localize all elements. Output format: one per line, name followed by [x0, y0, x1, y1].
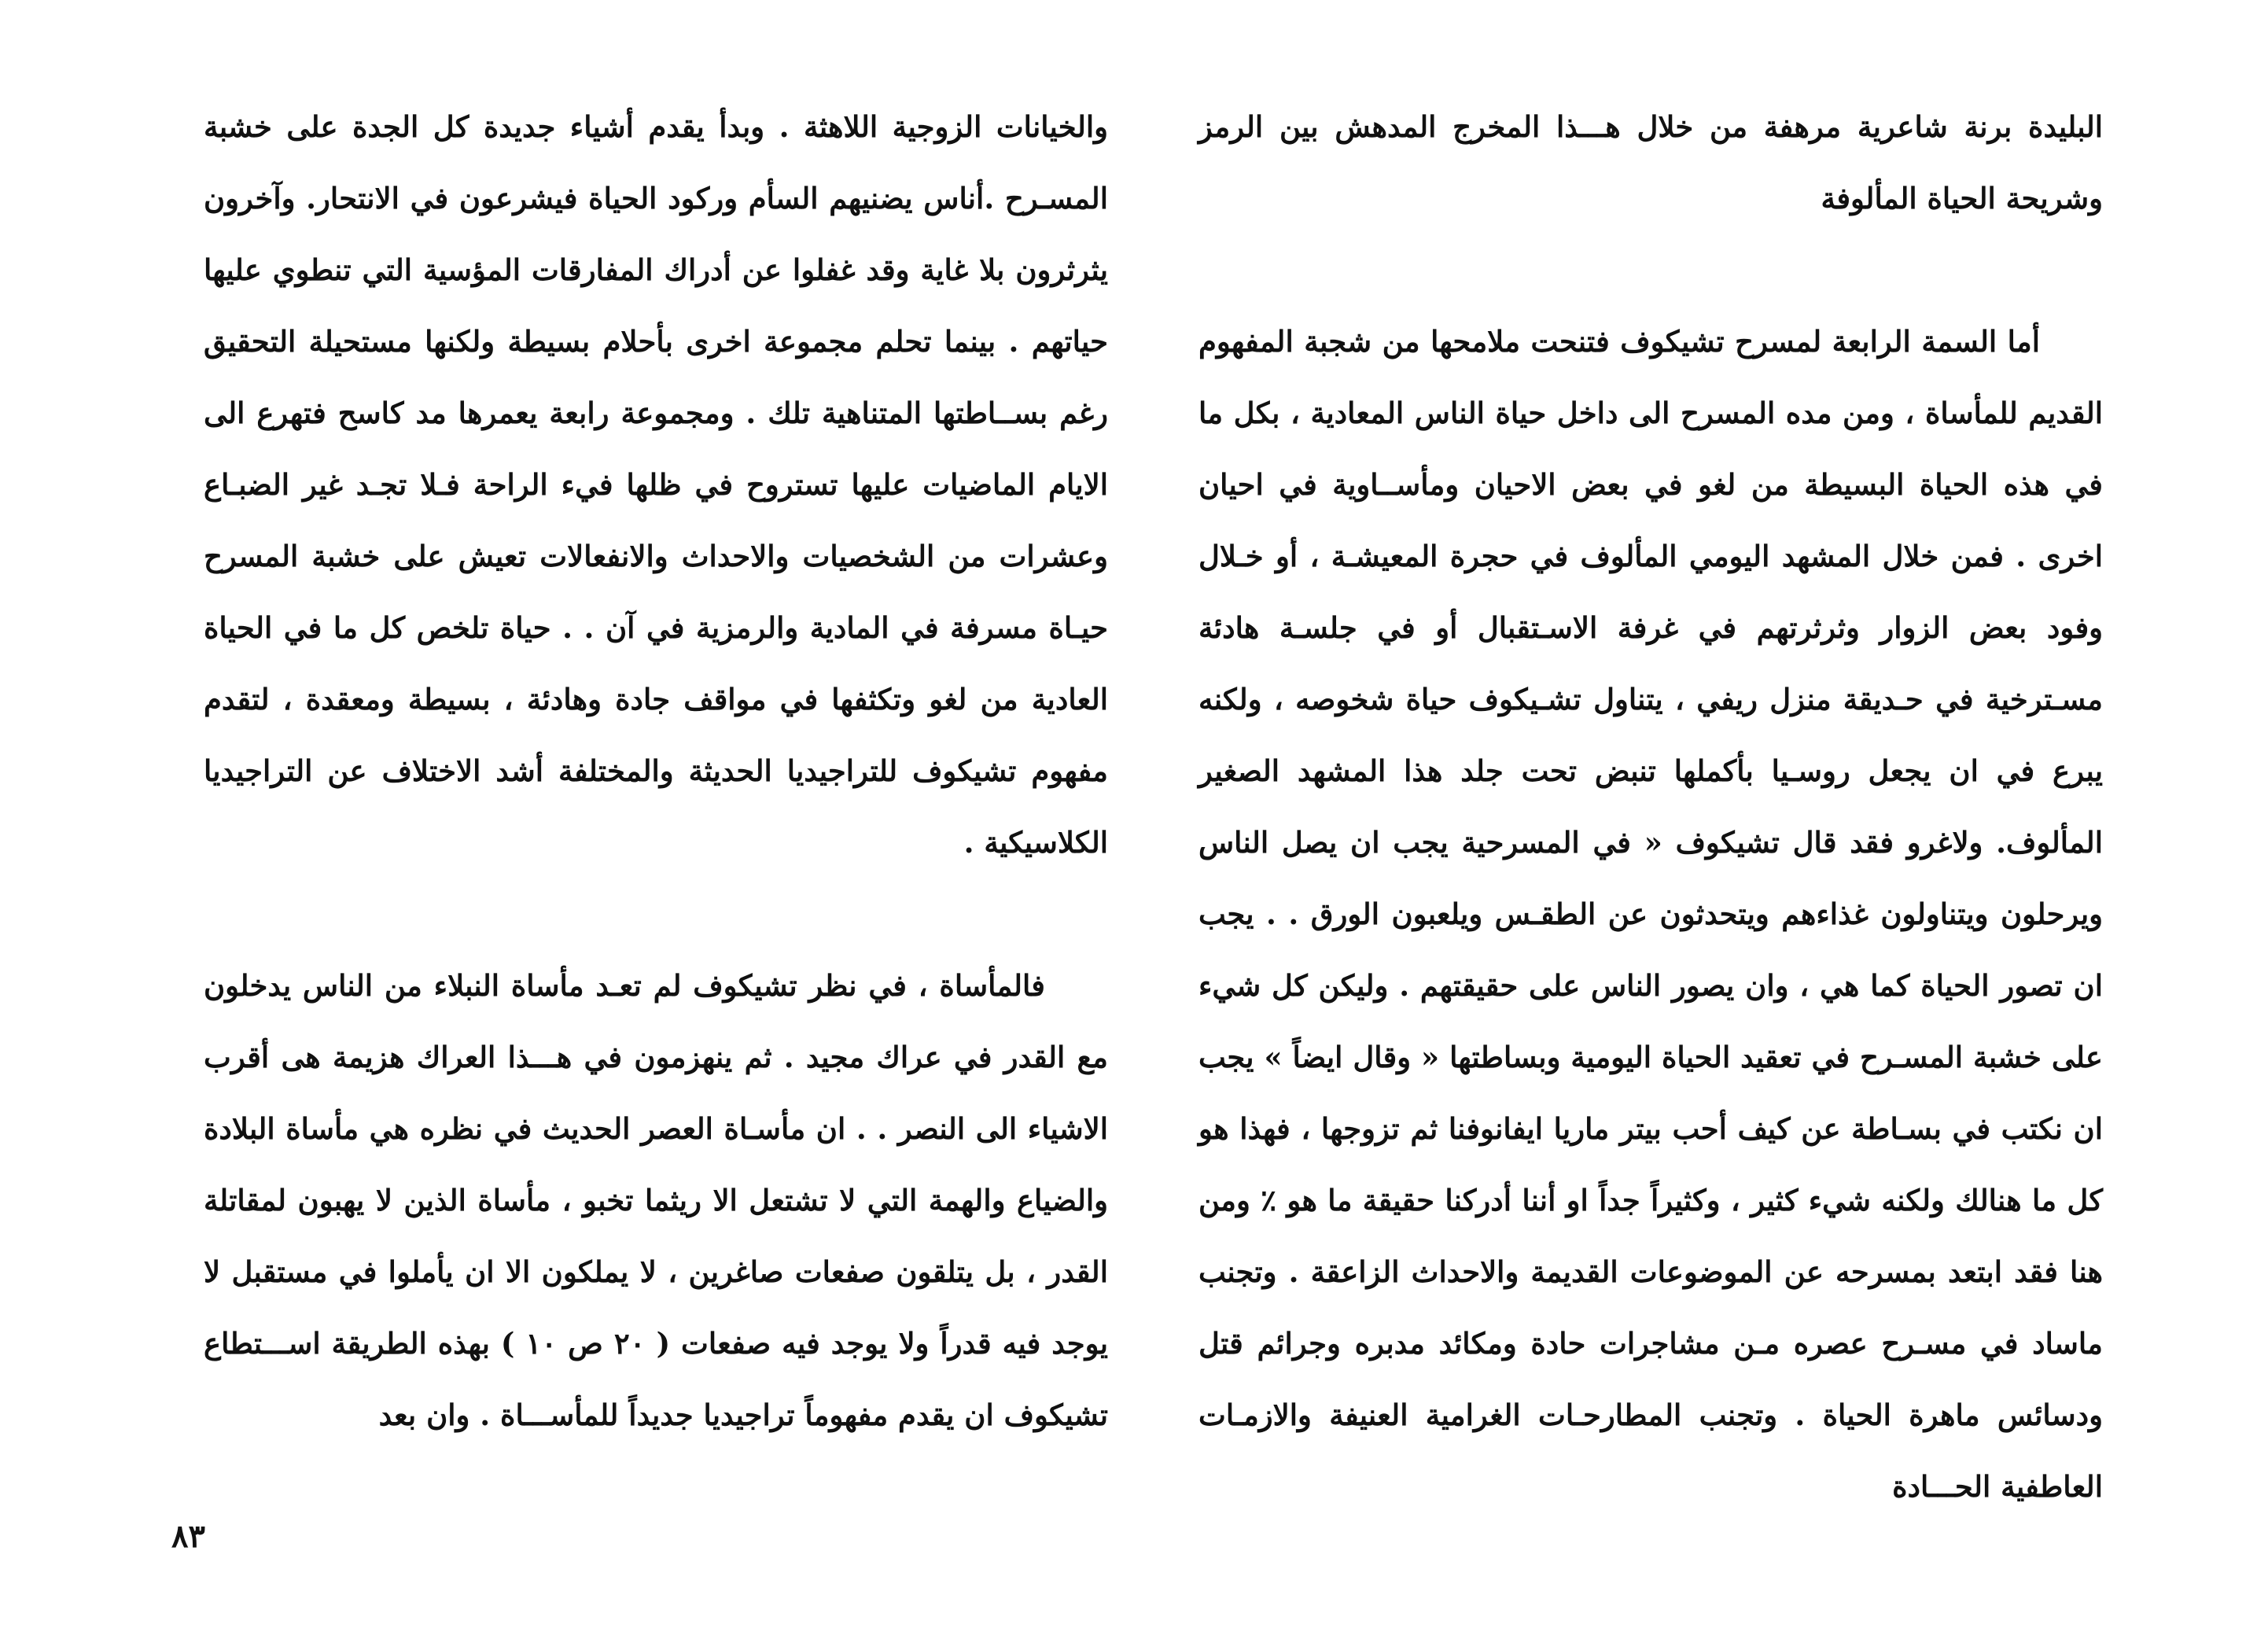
paragraph-gap	[1198, 234, 2103, 306]
page-number: ٨٣	[171, 1518, 205, 1555]
right-paragraph-1: البليدة برنة شاعرية مرهفة من خلال هـــذا المخرج المدهش بين الرمز وشريحة الحياة المألوفة	[1198, 109, 2103, 215]
right-column	[1198, 91, 2103, 1523]
left-paragraph-2: فالمأساة ، في نظر تشيكوف لم تعـد مأساة النبلاء من الناس يدخلون مع القدر في عراك مجيد . ثم ينهزمون في هـــذا العراك هزيمة هى أقرب الاشياء الى النصر . . ان مأسـاة العصر الحديث في نظره هي مأساة البلادة والضياع والهمة التي لا تشتعل الا ريثما تخبو ، مأساة الذين لا يهبون لمقاتلة القدر ، بل يتلقون صفعات صاغرين ، لا يملكون الا ان يأملوا في مستقبل لا يوجد فيه قدراً ولا يوجد فيه صفعات ( ٢٠ ص ١٠ ) بهذه الطريقة اســـتطاع تشيكوف ان يقدم مفهوماً تراجيديا جديداً للمأســـاة . وان بعد	[204, 968, 1108, 1432]
paragraph-gap	[204, 878, 1108, 950]
left-column	[204, 91, 1108, 1451]
left-paragraph-1: والخيانات الزوجية اللاهثة . وبدأ يقدم أشياء جديدة كل الجدة على خشبة المسـرح .أناس يضنيهم السأم وركود الحياة فيشرعون في الانتحار. وآخرون يثرثرون بلا غاية وقد غفلوا عن أدراك المفارقات المؤسية التي تنطوي عليها حياتهم . بينما تحلم مجموعة اخرى بأحلام بسيطة ولكنها مستحيلة التحقيق رغم بســاطتها المتناهية تلك . ومجموعة رابعة يعمرها مد كاسح فتهرع الى الايام الماضيات عليها تستروح في ظلها فيء الراحة فـلا تجـد غير الضبـاع وعشرات من الشخصيات والاحداث والانفعالات تعيش على خشبة المسرح حيـاة مسرفة في المادية والرمزية في آن . . حياة تلخص كل ما في الحياة العادية من لغو وتكثفها في مواقف جادة وهادئة ، بسيطة ومعقدة ، لتقدم مفهوم تشيكوف للتراجيديا الحديثة والمختلفة أشد الاختلاف عن التراجيديا الكلاسيكية .	[204, 109, 1108, 860]
right-paragraph-2: أما السمة الرابعة لمسرح تشيكوف فتنحت ملامحها من شجبة المفهوم القديم للمأساة ، ومن مده المسرح الى داخل حياة الناس المعادية ، بكل ما في هذه الحياة البسيطة من لغو في بعض الاحيان ومأســاوية في احيان اخرى . فمن خلال المشهد اليومي المألوف في حجرة المعيشـة ، أو خـلال وفود بعض الزوار وثرثرتهم في غرفة الاسـتقبال أو في جلسـة هادئة مسـترخية في حـديقة منزل ريفي ، يتناول تشـيكوف حياة شخوصه ، ولكنه يبرع في ان يجعل روسـيا بأكملها تنبض تحت جلد هذا المشهد الصغير المألوف. ولاغرو فقد قال تشيكوف « في المسرحية يجب ان يصل الناس ويرحلون ويتناولون غذاءهم ويتحدثون عن الطقـس ويلعبون الورق . . يجب ان تصور الحياة كما هي ، وان يصور الناس على حقيقتهم . وليكن كل شيء على خشبة المسـرح في تعقيد الحياة اليومية وبساطتها « وقال ايضاً » يجب ان نكتب في بسـاطة عن كيف أحب بيتر ماريا ايفانوفنا ثم تزوجها ، فهذا هو كل ما هنالك ولكنه شيء كثير ، وكثيراً جداً او أننا أدركنا حقيقة ما هو ٪ ومن هنا فقد ابتعد بمسرحه عن الموضوعات القديمة والاحداث الزاعقة . وتجنب ماساد في مسـرح عصره مـن مشاجرات حادة ومكائد مدبره وجرائم قتل ودسائس ماهرة الحياة . وتجنب المطارحـات الغرامية العنيفة والازمـات العاطفية الحـــادة	[1198, 324, 2103, 1504]
